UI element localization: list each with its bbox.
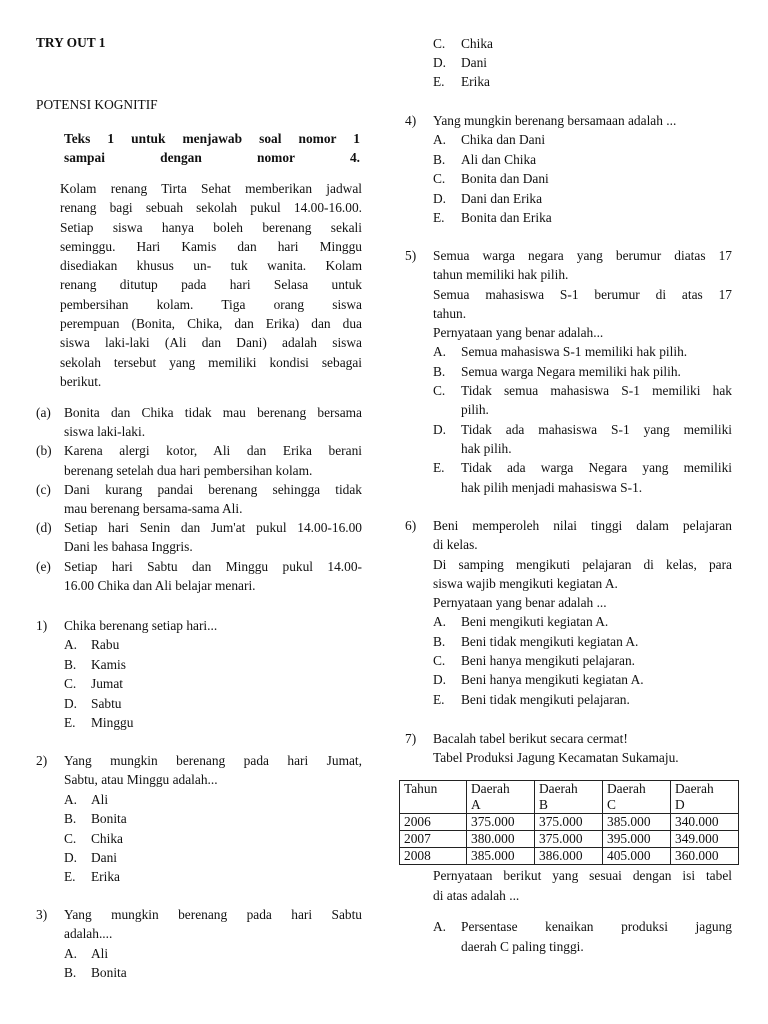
answer-option[interactable] [433, 189, 732, 208]
option-text: pilih. [461, 402, 489, 418]
table-cell: 395.000 [603, 831, 671, 848]
answer-option[interactable] [433, 150, 732, 169]
paragraph-line: perempuan (Bonita, Chika, dan Erika) dan dua [60, 316, 362, 332]
table-header-cell [467, 781, 535, 814]
table-row [400, 814, 739, 831]
paragraph-line: Kolam renang Tirta Sehat memberikan jadwal [60, 181, 362, 196]
section-heading: POTENSI KOGNITIF [36, 97, 158, 112]
condition-line: Setiap hari Senin dan Jum'at pukul 14.00-16.00 [64, 520, 362, 536]
condition-line: mau berenang bersama-sama Ali. [64, 501, 243, 517]
answer-options [64, 635, 362, 732]
option-letter: A. [433, 344, 447, 360]
intro-heading [64, 129, 360, 167]
option-text: Chika [461, 36, 493, 51]
header-line: D [675, 797, 685, 812]
option-letter: B. [433, 633, 446, 649]
option-letter: A. [433, 132, 447, 148]
option-letter: B. [433, 363, 446, 379]
question-6 [405, 516, 732, 709]
stem-line: di atas adalah ... [433, 887, 520, 903]
header-line: Daerah [471, 781, 510, 796]
stem-line: Sabtu, atau Minggu adalah... [64, 772, 218, 788]
condition-line: siswa laki-laki. [64, 424, 146, 440]
option-letter: B. [64, 656, 77, 672]
answer-option[interactable] [64, 713, 362, 732]
table-cell: 385.000 [603, 814, 671, 831]
question-7 [405, 729, 732, 768]
answer-option[interactable] [433, 917, 732, 956]
condition-line: berenang setelah dua hari pembersihan kolam. [64, 462, 313, 478]
question-stem: Yang mungkin berenang bersamaan adalah ... [433, 113, 677, 128]
header-line: Daerah [607, 781, 646, 796]
table-cell: 405.000 [603, 848, 671, 865]
option-letter: D. [433, 421, 447, 437]
answer-option[interactable] [433, 670, 732, 689]
intro-paragraph [60, 179, 362, 391]
answer-options [433, 342, 732, 496]
table-cell: 360.000 [671, 848, 739, 865]
paragraph-line: Setiap siswa hanya boleh berenang sekali [60, 219, 362, 235]
header-line: B [539, 797, 548, 812]
option-letter: C. [433, 36, 446, 51]
answer-options [64, 944, 362, 983]
condition-label: (c) [36, 481, 51, 497]
table-row [400, 831, 739, 848]
question-number: 6) [405, 518, 417, 533]
question-7-followup [433, 866, 732, 905]
option-letter: E. [433, 74, 445, 90]
option-letter: B. [64, 965, 77, 981]
option-text: Bonita dan Dani [461, 171, 549, 187]
option-letter: D. [433, 672, 447, 688]
option-letter: D. [433, 190, 447, 206]
option-text: Erika [91, 869, 120, 885]
answer-option[interactable] [433, 53, 733, 72]
answer-option[interactable] [64, 963, 362, 982]
paragraph-line: pembersihan kolam. Tiga orang siswa [60, 296, 362, 312]
condition-item [36, 403, 362, 441]
header-line: A [471, 797, 481, 812]
option-letter: C. [433, 653, 446, 669]
answer-option[interactable] [433, 169, 732, 188]
stem-line: Semua mahasiswa S-1 berumur di atas 17 [433, 286, 732, 302]
table-header-row [400, 781, 739, 814]
option-text: Ali [91, 791, 109, 807]
option-letter: A. [433, 614, 447, 630]
option-text: Semua warga Negara memiliki hak pilih. [461, 363, 681, 379]
answer-options [433, 130, 732, 227]
stem-line: tahun memiliki hak pilih. [433, 267, 569, 283]
stem-line: tahun. [433, 305, 467, 321]
answer-option[interactable] [64, 635, 362, 654]
table-cell: 375.000 [467, 814, 535, 831]
answer-option[interactable] [433, 208, 732, 227]
condition-line: Dani les bahasa Inggris. [64, 539, 193, 555]
answer-option[interactable] [64, 790, 362, 809]
stem-line: Yang mungkin berenang pada hari Jumat, [64, 753, 362, 768]
option-text: Bonita [91, 811, 127, 827]
option-letter: C. [64, 676, 77, 692]
table-header-cell [400, 781, 467, 814]
option-text: Semua mahasiswa S-1 memiliki hak pilih. [461, 344, 688, 360]
answer-option[interactable] [64, 944, 362, 963]
stem-line: di kelas. [433, 537, 478, 553]
table-cell: 2008 [400, 848, 467, 865]
answer-option[interactable] [433, 342, 732, 361]
option-letter: B. [433, 151, 446, 167]
option-text: Minggu [91, 715, 134, 731]
question-5 [405, 246, 732, 497]
answer-option[interactable] [433, 420, 732, 459]
answer-option[interactable] [64, 848, 362, 867]
answer-option[interactable] [433, 632, 732, 651]
question-4 [405, 111, 732, 227]
option-text: Tidak ada mahasiswa S-1 yang memiliki [461, 421, 732, 437]
stem-line: Yang mungkin berenang pada hari Sabtu [64, 907, 362, 922]
option-letter: D. [64, 695, 78, 711]
question-stem [433, 729, 732, 768]
option-letter: E. [64, 869, 76, 885]
stem-line: Bacalah tabel berikut secara cermat! [433, 731, 628, 746]
option-text: Rabu [91, 637, 120, 653]
stem-line: Semua warga negara yang berumur diatas 17 [433, 248, 732, 263]
table-cell: 349.000 [671, 831, 739, 848]
answer-option[interactable] [433, 381, 732, 420]
table-header-cell [603, 781, 671, 814]
intro-heading-line: Teks 1 untuk menjawab soal nomor 1 [64, 131, 360, 146]
stem-line: siswa wajib mengikuti kegiatan A. [433, 575, 618, 591]
condition-label: (e) [36, 558, 51, 574]
option-letter: A. [64, 945, 78, 961]
stem-line: Beni memperoleh nilai tinggi dalam pelajaran [433, 518, 732, 533]
stem-line: Pernyataan berikut yang sesuai dengan isi tabel [433, 868, 732, 883]
table-row [400, 848, 739, 865]
option-text: Beni hanya mengikuti kegiatan A. [461, 672, 644, 688]
condition-item [36, 480, 362, 518]
option-text: Beni mengikuti kegiatan A. [461, 614, 609, 630]
condition-line: Setiap hari Sabtu dan Minggu pukul 14.00- [64, 558, 362, 574]
question-3 [36, 905, 362, 983]
question-number: 5) [405, 248, 417, 263]
option-text: Kamis [91, 656, 126, 672]
table-header-cell [671, 781, 739, 814]
question-3-continued-options [433, 34, 733, 92]
option-text: Bonita [91, 965, 127, 981]
option-text: Dani dan Erika [461, 190, 543, 206]
option-letter: C. [433, 383, 446, 399]
answer-option[interactable] [64, 674, 362, 693]
question-stem [64, 751, 362, 790]
answer-option[interactable] [64, 867, 362, 886]
option-letter: B. [64, 811, 77, 827]
option-text: Tidak semua mahasiswa S-1 memiliki hak [461, 383, 732, 399]
answer-option[interactable] [64, 694, 362, 713]
option-text: Beni tidak mengikuti kegiatan A. [461, 633, 639, 649]
condition-line: 16.00 Chika dan Ali belajar menari. [64, 577, 256, 593]
condition-label: (d) [36, 520, 52, 536]
answer-option[interactable] [433, 458, 732, 497]
answer-option[interactable] [433, 72, 733, 91]
table-cell: 386.000 [535, 848, 603, 865]
paragraph-line: renang ditutup pada hari Selasa untuk [60, 277, 362, 293]
question-7-options [433, 917, 732, 956]
document-title: TRY OUT 1 [36, 35, 106, 50]
option-letter: A. [433, 919, 447, 934]
answer-option[interactable] [64, 809, 362, 828]
table-cell: 375.000 [535, 814, 603, 831]
answer-option[interactable] [433, 612, 732, 631]
option-letter: A. [64, 791, 78, 807]
answer-option[interactable] [433, 362, 732, 381]
option-text: hak pilih menjadi mahasiswa S-1. [461, 479, 643, 495]
table-cell: 375.000 [535, 831, 603, 848]
answer-option[interactable] [433, 690, 732, 709]
question-number: 2) [36, 753, 48, 768]
option-text: Persentase kenaikan produksi jagung [461, 919, 732, 934]
header-line: C [607, 797, 616, 812]
production-table [399, 780, 739, 865]
option-text: hak pilih. [461, 440, 512, 456]
option-text: Bonita dan Erika [461, 210, 552, 226]
option-text: Dani [91, 850, 118, 866]
option-letter: E. [64, 715, 76, 731]
answer-option[interactable] [433, 130, 732, 149]
table-header-cell [535, 781, 603, 814]
option-text: Beni hanya mengikuti pelajaran. [461, 653, 636, 669]
question-number: 3) [36, 907, 48, 922]
table-cell: 2007 [400, 831, 467, 848]
question-stem [433, 516, 732, 612]
option-letter: D. [64, 850, 78, 866]
question-number: 7) [405, 731, 417, 746]
option-letter: E. [433, 691, 445, 707]
condition-item [36, 557, 362, 595]
option-text: Chika dan Dani [461, 132, 546, 148]
option-text: Dani [461, 55, 488, 71]
stem-line: Pernyataan yang benar adalah ... [433, 595, 607, 611]
answer-option[interactable] [64, 655, 362, 674]
question-number: 4) [405, 113, 417, 128]
option-text: Beni tidak mengikuti pelajaran. [461, 691, 630, 707]
option-text: Tidak ada warga Negara yang memiliki [461, 460, 732, 476]
condition-label: (a) [36, 405, 51, 420]
header-line: Daerah [675, 781, 714, 796]
question-1 [36, 616, 362, 732]
answer-options [433, 612, 732, 708]
header-line: Tahun [404, 781, 438, 796]
option-text: Erika [461, 74, 490, 90]
intro-heading-line: sampai dengan nomor 4. [64, 150, 360, 165]
option-text: Sabtu [91, 695, 122, 711]
option-text: Ali dan Chika [461, 151, 537, 167]
paragraph-line: seminggu. Hari Kamis dan hari Minggu [60, 238, 362, 254]
option-text: Ali [91, 945, 109, 961]
paragraph-line: disediakan khusus un- tuk wanita. Kolam [60, 258, 362, 274]
condition-item [36, 518, 362, 556]
conditions-list [36, 403, 362, 595]
table-cell: 2006 [400, 814, 467, 831]
paragraph-line: sekolah tersebut yang memiliki kondisi sebagai [60, 354, 362, 370]
stem-line: Pernyataan yang benar adalah... [433, 325, 604, 341]
option-letter: E. [433, 210, 445, 226]
stem-line: Tabel Produksi Jagung Kecamatan Sukamaju. [433, 750, 679, 766]
question-number: 1) [36, 618, 48, 633]
answer-option[interactable] [64, 829, 362, 848]
condition-label: (b) [36, 443, 52, 459]
condition-line: Bonita dan Chika tidak mau berenang bersama [64, 405, 362, 420]
question-stem [433, 246, 732, 342]
condition-item [36, 441, 362, 479]
question-stem [64, 905, 362, 944]
table-cell: 340.000 [671, 814, 739, 831]
option-letter: C. [64, 830, 77, 846]
option-letter: E. [433, 460, 445, 476]
paragraph-line: berikut. [60, 373, 102, 389]
condition-line: Dani kurang pandai berenang sehingga tidak [64, 481, 362, 497]
condition-line: Karena alergi kotor, Ali dan Erika berani [64, 443, 362, 459]
question-2 [36, 751, 362, 887]
answer-option[interactable] [433, 34, 733, 53]
option-text: Chika [91, 830, 123, 846]
option-letter: A. [64, 637, 78, 653]
answer-options [64, 790, 362, 887]
option-text: daerah C paling tinggi. [461, 938, 584, 954]
stem-line: adalah.... [64, 926, 113, 942]
header-line: Daerah [539, 781, 578, 796]
answer-option[interactable] [433, 651, 732, 670]
option-text: Jumat [91, 676, 123, 692]
paragraph-line: renang bagi sebuah sekolah pukul 14.00-16.00. [60, 200, 362, 216]
paragraph-line: siswa laki-laki (Ali dan Dani) adalah siswa [60, 335, 362, 351]
table-cell: 385.000 [467, 848, 535, 865]
stem-line: Di samping mengikuti pelajaran di kelas, para [433, 556, 732, 572]
table-cell: 380.000 [467, 831, 535, 848]
question-stem: Chika berenang setiap hari... [64, 618, 218, 633]
option-letter: C. [433, 171, 446, 187]
option-letter: D. [433, 55, 447, 71]
